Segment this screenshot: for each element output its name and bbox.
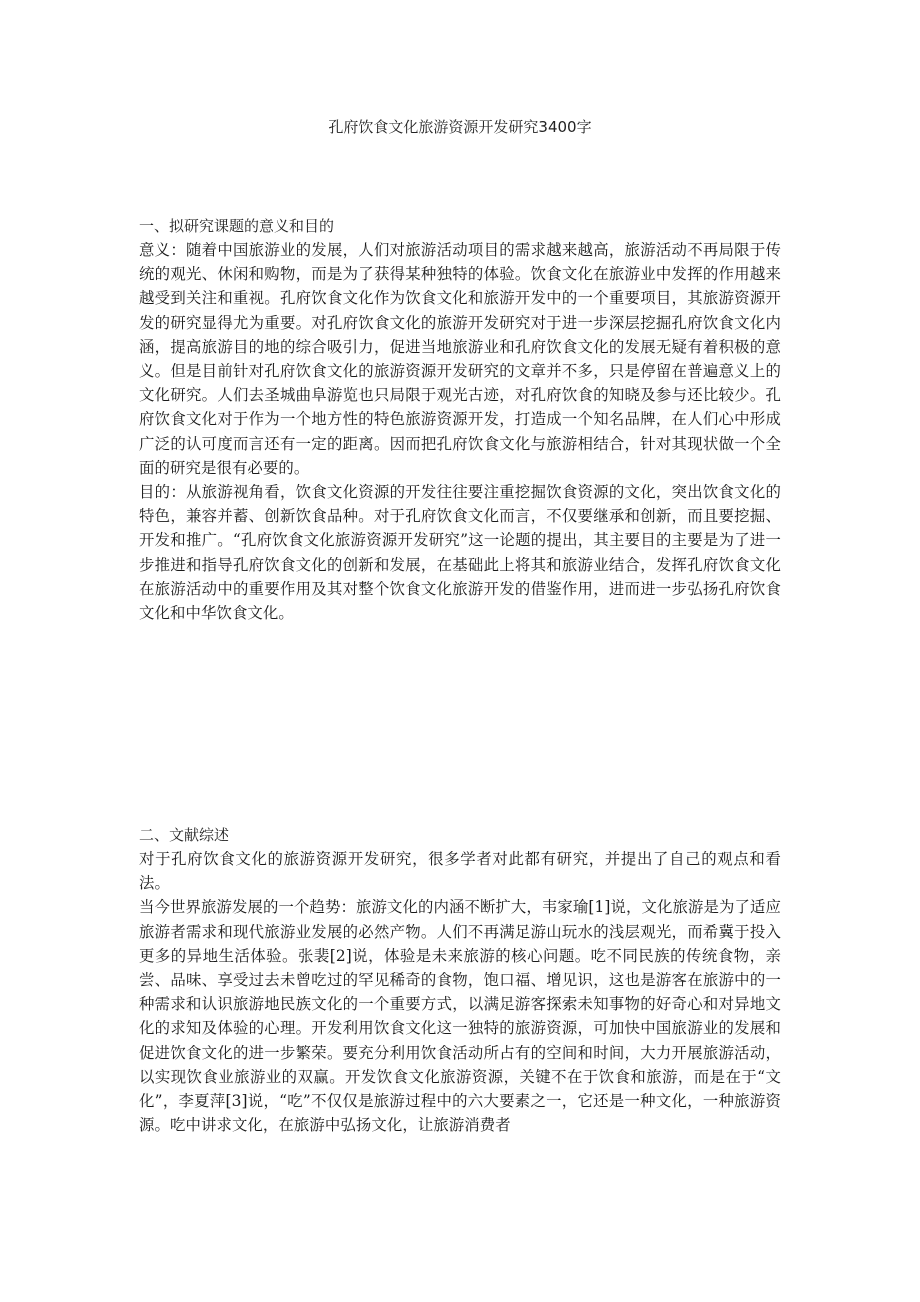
paragraph-significance: 意义：随着中国旅游业的发展，人们对旅游活动项目的需求越来越高，旅游活动不再局限于传统的观光、休闲和购物，而是为了获得某种独特的体验。饮食文化在旅游业中发挥的作用越来越受到关注和重视。孔府饮食文化作为饮食文化和旅游开发中的一个重要项目，其旅游资源开发的研究显得尤为重要。对孔府饮食文化的旅游开发研究对于进一步深层挖掘孔府饮食文化内涵，提高旅游目的地的综合吸引力，促进当地旅游业和孔府饮食文化的发展无疑有着积极的意义。但是目前针对孔府饮食文化的旅游资源开发研究的文章并不多，只是停留在普遍意义上的文化研究。人们去圣城曲阜游览也只局限于观光古迹，对孔府饮食的知晓及参与还比较少。孔府饮食文化对于作为一个地方性的特色旅游资源开发，打造成一个知名品牌，在人们心中形成广泛的认可度而言还有一定的距离。因而把孔府饮食文化与旅游相结合，针对其现状做一个全面的研究是很有必要的。 xyxy=(139,241,781,477)
section-literature-review xyxy=(139,823,781,1137)
paragraph-purpose: 目的：从旅游视角看，饮食文化资源的开发往往要注重挖掘饮食资源的文化，突出饮食文化的特色，兼容并蓄、创新饮食品种。对于孔府饮食文化而言，不仅要继承和创新，而且要挖掘、开发和推广。“孔府饮食文化旅游资源开发研究”这一论题的提出，其主要目的主要是为了进一步推进和指导孔府饮食文化的创新和发展，在基础此上将其和旅游业结合，发挥孔府饮食文化在旅游活动中的重要作用及其对整个饮食文化旅游开发的借鉴作用，进而进一步弘扬孔府饮食文化和中华饮食文化。 xyxy=(139,483,781,623)
paragraph-trends: 当今世界旅游发展的一个趋势：旅游文化的内涵不断扩大，韦家瑜[1]说，文化旅游是为了适应旅游者需求和现代旅游业发展的必然产物。人们不再满足游山玩水的浅层观光，而希冀于投入更多的异地生活体验。张裴[2]说，体验是未来旅游的核心问题。吃不同民族的传统食物，亲尝、品味、享受过去未曾吃过的罕见稀奇的食物，饱口福、增见识，这也是游客在旅游中的一种需求和认识旅游地民族文化的一个重要方式，以满足游客探索未知事物的好奇心和对异地文化的求知及体验的心理。开发利用饮食文化这一独特的旅游资源，可加快中国旅游业的发展和促进饮食文化的进一步繁荣。要充分利用饮食活动所占有的空间和时间，大力开展旅游活动，以实现饮食业旅游业的双赢。开发饮食文化旅游资源，关键不在于饮食和旅游，而是在于“文化”，李夏萍[3]说，“吃”不仅仅是旅游过程中的六大要素之一，它还是一种文化，一种旅游资源。吃中讲求文化，在旅游中弘扬文化，让旅游消费者 xyxy=(139,898,781,1135)
section-heading: 一、拟研究课题的意义和目的 xyxy=(139,217,335,235)
paragraph-intro: 对于孔府饮食文化的旅游资源开发研究，很多学者对此都有研究，并提出了自己的观点和看法。 xyxy=(139,850,781,893)
section-heading: 二、文献综述 xyxy=(139,826,230,844)
document-title: 孔府饮食文化旅游资源开发研究3400字 xyxy=(328,118,592,136)
section-significance xyxy=(139,214,781,625)
